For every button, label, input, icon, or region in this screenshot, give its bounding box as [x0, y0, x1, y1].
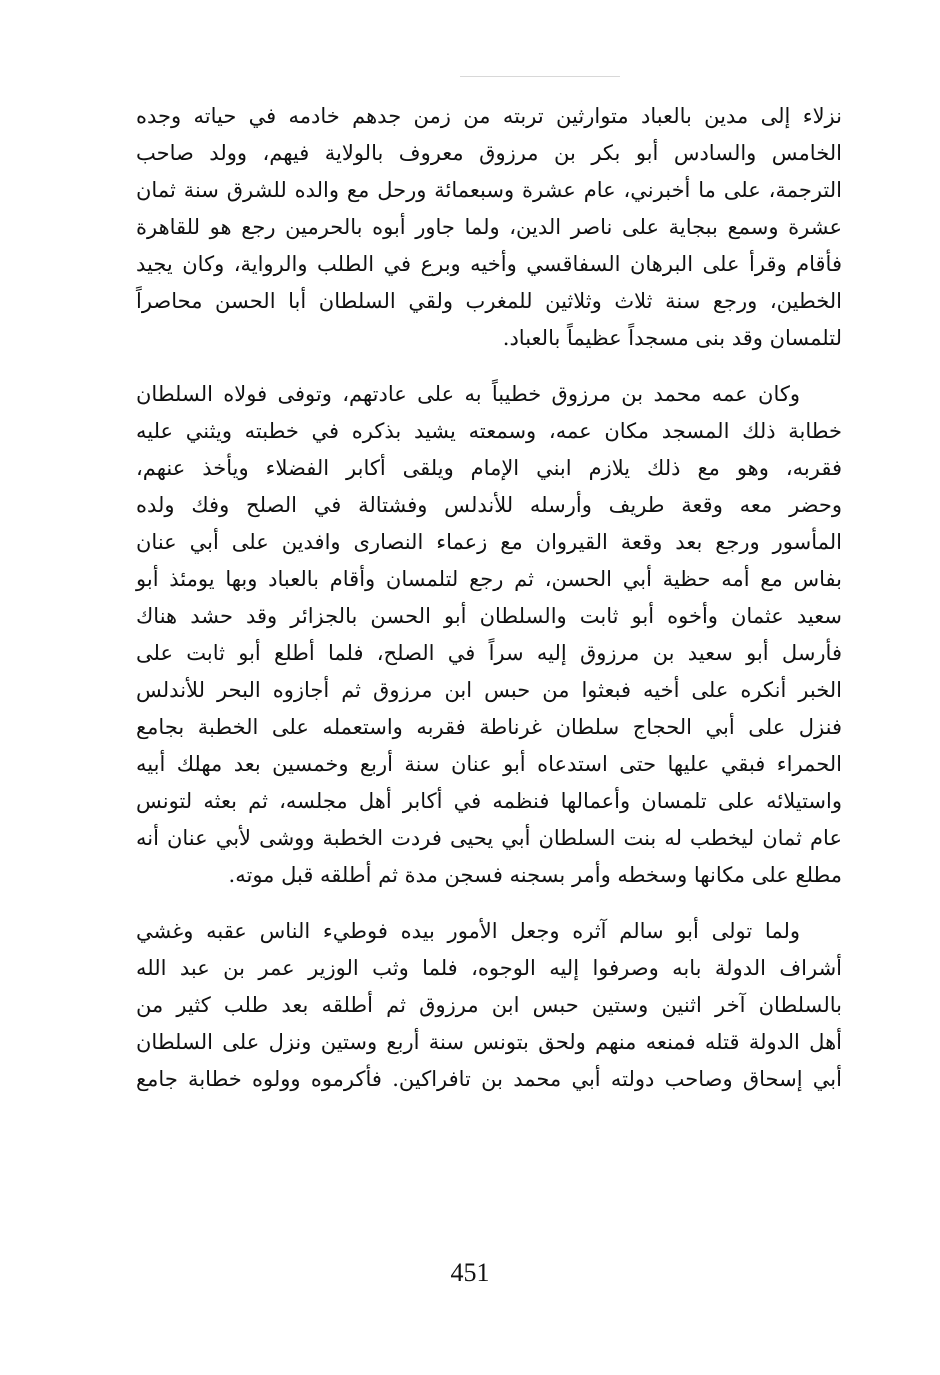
text-line: مطلع على مكانها وسخطه وأمر بسجنه فسجن مدة ثم أطلقه قبل موته.: [228, 863, 842, 887]
top-rule: [460, 76, 620, 77]
paragraph-3: [136, 913, 842, 1098]
text-line: بفاس مع أمه حظية أبي الحسن، ثم رجع لتلمسان وأقام بالعباد وبها يومئذ أبو: [136, 567, 842, 591]
text-line: الخبر أنكره على أخيه فبعثوا من حبس ابن مرزوق ثم أجازوه البحر للأندلس: [136, 678, 842, 702]
text-line: فنزل على أبي الحجاج سلطان غرناطة فقربه واستعمله على الخطبة بجامع: [136, 715, 842, 739]
body-text: [136, 98, 842, 1098]
text-line: ولما تولى أبو سالم آثره وجعل الأمور بيده فوطيء الناس عقبه وغشي: [136, 919, 800, 943]
text-line: أهل الدولة قتله فمنعه منهم ولحق بتونس سنة أربع وستين ونزل على السلطان: [136, 1030, 842, 1054]
text-line: خطابة ذلك المسجد مكان عمه، وسمعته يشيد بذكره في خطبته ويثني عليه: [136, 419, 842, 443]
text-line: عشرة وسمع ببجاية على ناصر الدين، ولما جاور أبوه بالحرمين رجع هو للقاهرة: [136, 215, 842, 239]
text-line: فأرسل أبو سعيد بن مرزوق إليه سراً في الصلح، فلما أطلع أبو ثابت على: [136, 641, 842, 665]
text-line: وكان عمه محمد بن مرزوق خطيباً به على عادتهم، وتوفى فولاه السلطان: [136, 382, 800, 406]
text-line: وحضر معه وقعة طريف وأرسله للأندلس وفشتالة في الصلح وفك ولده: [136, 493, 842, 517]
text-line: عام ثمان ليخطب له بنت السلطان أبي يحيى فردت الخطبة ووشى لأبي عنان أنه: [136, 826, 842, 850]
text-line: الخطين، ورجع سنة ثلاث وثلاثين للمغرب ولقي السلطان أبا الحسن محاصراً: [136, 289, 842, 313]
text-line: الحمراء فبقي عليها حتى استدعاه أبو عنان سنة أربع وخمسين بعد مهلك أبيه: [136, 752, 842, 776]
paragraph-1: [136, 98, 842, 357]
text-line: فقربه، وهو مع ذلك يلازم ابني الإمام ويلقى أكابر الفضلاء ويأخذ عنهم،: [136, 456, 842, 480]
text-line: فأقام وقرأ على البرهان السفاقسي وأخيه وبرع في الطلب والرواية، وكان يجيد: [136, 252, 842, 276]
text-line: سعيد عثمان وأخوه أبو ثابت والسلطان أبو الحسن بالجزائر وقد حشد هناك: [136, 604, 842, 628]
text-line: الخامس والسادس أبو بكر بن مرزوق معروف بالولاية فيهم، وولد صاحب: [136, 141, 842, 165]
paragraph-2: [136, 376, 842, 894]
text-line: أبي إسحاق وصاحب دولته أبي محمد بن تافراكين. فأكرموه وولوه خطابة جامع: [136, 1067, 842, 1091]
text-line: أشراف الدولة بابه وصرفوا إليه الوجوه، فلما وثب الوزير عمر بن عبد الله: [136, 956, 842, 980]
page-number: 451: [450, 1258, 490, 1287]
text-line: بالسلطان آخر اثنين وستين حبس ابن مرزوق ثم أطلقه بعد طلب كثير من: [136, 993, 842, 1017]
text-line: نزلاء إلى مدين بالعباد متوارثين تربته من زمن جدهم خادمه في حياته وجده: [136, 104, 842, 128]
text-line: المأسور ورجع بعد وقعة القيروان مع زعماء النصارى وافدين على أبي عنان: [136, 530, 842, 554]
text-line: لتلمسان وقد بنى مسجداً عظيماً بالعباد.: [502, 326, 842, 350]
text-line: الترجمة، على ما أخبرني، عام عشرة وسبعمائة ورحل مع والده للشرق سنة ثمان: [136, 178, 842, 202]
text-line: واستيلائه على تلمسان وأعمالها فنظمه في أكابر أهل مجلسه، ثم بعثه لتونس: [136, 789, 842, 813]
